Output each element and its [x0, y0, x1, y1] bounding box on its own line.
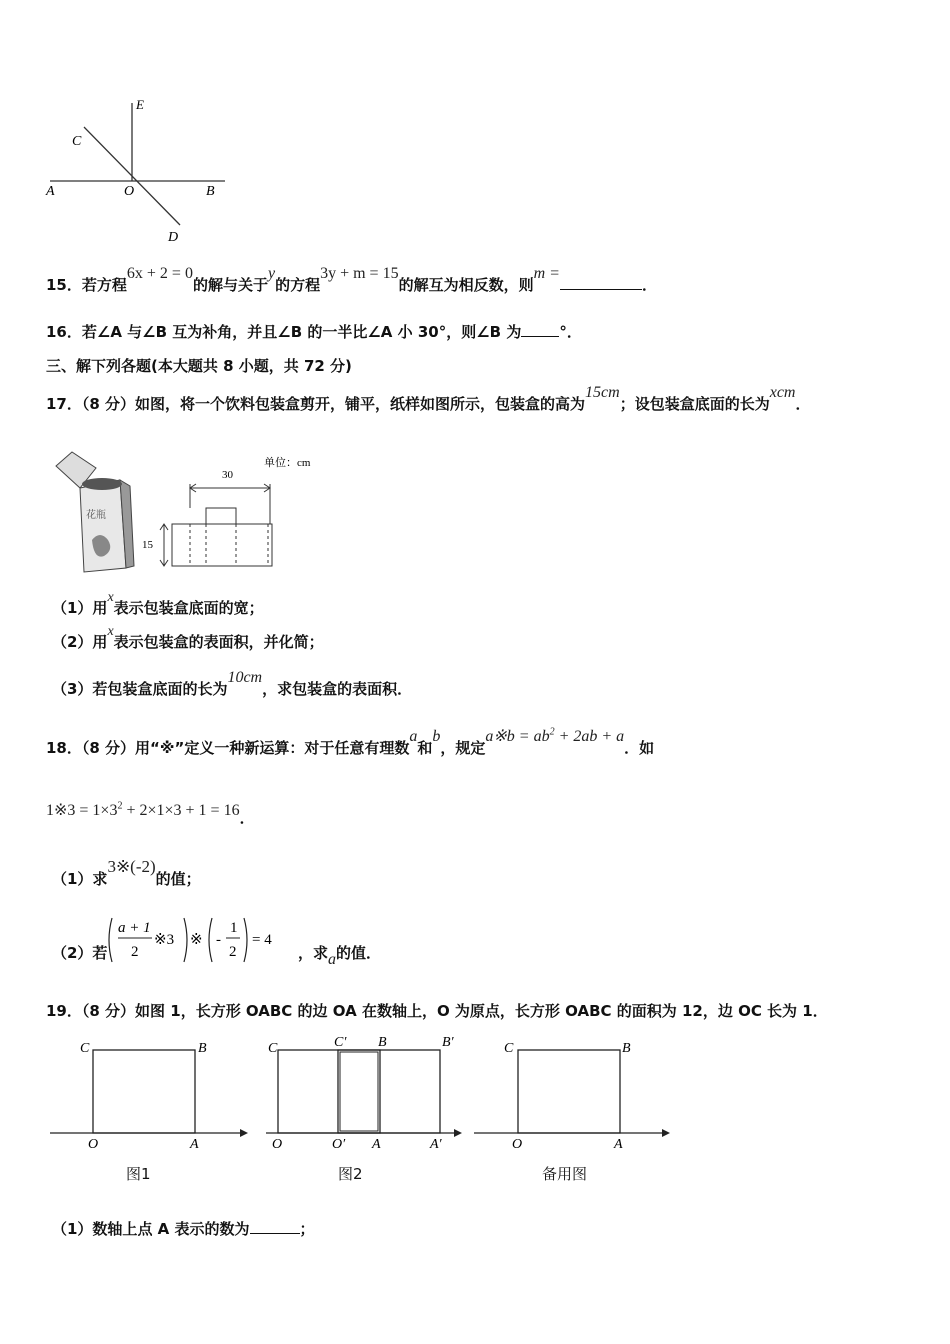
section-3-title: 三、解下列各题(本大题共 8 小题，共 72 分) — [46, 357, 352, 375]
q18-sub1-expr: 3※(-2) — [107, 857, 156, 876]
q18-text: 18．（8 分）用“※”定义一种新运算：对于任意有理数 — [46, 739, 410, 757]
frac2-denominator: 2 — [229, 944, 237, 960]
frac2-numerator: 1 — [230, 920, 238, 936]
box-net — [160, 484, 272, 566]
label-B: B — [206, 184, 215, 199]
net-height-label: 15 — [142, 539, 153, 551]
label-A: A — [46, 184, 55, 199]
fig1-label-B: B — [198, 1041, 207, 1056]
fig2-label-A: A — [372, 1137, 381, 1152]
q15-answer-blank[interactable] — [560, 275, 642, 290]
q18-example-lead: ．如 — [624, 739, 655, 757]
q18-sub1-b: 的值； — [155, 870, 201, 888]
q17-height: 15cm — [585, 384, 620, 401]
figure-backup — [474, 1041, 670, 1152]
q17-sub2-a: （2）用 — [52, 633, 108, 651]
q17-sub3-value: 10cm — [227, 669, 263, 686]
q15-text-2: 的解与关于 — [192, 276, 268, 294]
q15-end: ． — [641, 276, 657, 294]
q18-def-lhs: a※b = ab — [485, 728, 550, 745]
q16-tail: °． — [559, 323, 582, 341]
fig2-label-C-prime: C′ — [334, 1035, 347, 1050]
q18-sub2-var: a — [328, 951, 337, 968]
equals-value: = 4 — [252, 932, 272, 948]
q18-sub2-a: （2）若 — [52, 944, 108, 962]
minus-sign: - — [216, 932, 221, 948]
fig1-label-O: O — [88, 1137, 99, 1152]
q19-sub1-blank[interactable] — [250, 1219, 300, 1234]
q18-and: 和 — [417, 739, 433, 757]
q18-rule: ，规定 — [440, 739, 486, 757]
op-mid: ※3 — [154, 932, 175, 948]
q18-ex-end: ． — [239, 809, 255, 827]
fig2-label-C: C — [268, 1041, 278, 1056]
q17-sub1-a: （1）用 — [52, 599, 108, 617]
q17-length: xcm — [769, 384, 796, 401]
q18-sub-2 — [52, 914, 472, 966]
q18-ex-sup: 2 — [117, 800, 123, 812]
op-star: ※ — [190, 932, 203, 948]
q15-equation-2: 3y + m = 15 — [320, 265, 399, 282]
q18-def-rhs: + 2ab + a — [554, 728, 625, 745]
q17-sub2-b: 表示包装盒的表面积，并化简； — [113, 633, 324, 651]
unit-label: 单位：cm — [264, 457, 311, 469]
q15-equation-1: 6x + 2 = 0 — [126, 265, 193, 282]
q18-sub-1 — [52, 857, 201, 889]
q15-text-1: 若方程 — [81, 276, 127, 294]
q17-end: ． — [795, 395, 811, 413]
q19-sub-1 — [52, 1218, 315, 1239]
q18-sub2-b: ，求 — [298, 944, 329, 962]
q16-text: 16．若∠A 与∠B 互为补角，并且∠B 的一半比∠A 小 30°，则∠B 为 — [46, 323, 522, 341]
fig3-label-O: O — [512, 1137, 523, 1152]
q15-variable-y: y — [267, 265, 276, 282]
fig2-label-O-prime: O′ — [332, 1137, 346, 1152]
q15-number: 15． — [46, 276, 82, 294]
q17-sub2-x: x — [107, 624, 114, 639]
fig2-label-B: B — [378, 1035, 387, 1050]
question-15 — [46, 265, 657, 295]
fig2-caption: 图2 — [338, 1165, 363, 1183]
net-width-label: 30 — [222, 469, 233, 481]
q17-sub1-b: 表示包装盒底面的宽； — [113, 599, 264, 617]
q18-example-expr — [46, 802, 240, 819]
q17-sub3-a: （3）若包装盒底面的长为 — [52, 680, 228, 698]
q15-text-3: 的方程 — [275, 276, 321, 294]
box-image — [56, 452, 134, 572]
angle-figure — [40, 95, 230, 245]
q17-text-mid: ；设包装盒底面的长为 — [619, 395, 770, 413]
q18-example — [46, 799, 255, 827]
q17-sub3-b: ，求包装盒的表面积． — [262, 680, 413, 698]
q16-answer-blank[interactable] — [521, 322, 559, 337]
fig3-label-B: B — [622, 1041, 631, 1056]
q15-equation-3: m = — [533, 265, 560, 282]
label-C: C — [72, 134, 82, 149]
q15-text-4: 的解互为相反数，则 — [398, 276, 534, 294]
q18-ex-b: + 2×1×3 + 1 = 16 — [122, 802, 240, 819]
fig3-label-A: A — [614, 1137, 623, 1152]
q18-sub2-c: 的值． — [336, 944, 382, 962]
question-19: 19．（8 分）如图 1，长方形 OABC 的边 OA 在数轴上，O 为原点，长方形 OABC 的面积为 12，边 OC 长为 1． — [46, 1002, 828, 1020]
fig3-caption: 备用图 — [542, 1165, 588, 1183]
q18-var-b: b — [432, 728, 441, 745]
q17-sub-1 — [52, 590, 264, 618]
figure-1 — [50, 1041, 248, 1152]
q18-var-a: a — [409, 728, 418, 745]
fig1-label-A: A — [190, 1137, 199, 1152]
label-D: D — [168, 230, 179, 245]
question-17 — [46, 384, 811, 414]
q18-sub1-a: （1）求 — [52, 870, 108, 888]
q18-def-sup: 2 — [549, 726, 555, 738]
question-16 — [46, 321, 582, 342]
frac1-numerator: a + 1 — [118, 920, 151, 936]
box-label: 花瓶 — [86, 510, 106, 521]
q19-sub1-end: ； — [299, 1220, 315, 1238]
fig2-label-O: O — [272, 1137, 283, 1152]
fig3-label-C: C — [504, 1041, 514, 1056]
label-O: O — [124, 184, 135, 199]
question-18 — [46, 726, 655, 758]
frac1-denominator: 2 — [131, 944, 139, 960]
q19-sub1-text: （1）数轴上点 A 表示的数为 — [52, 1220, 250, 1238]
fig1-label-C: C — [80, 1041, 90, 1056]
fig2-label-B-prime: B′ — [442, 1035, 454, 1050]
q17-sub-3 — [52, 669, 413, 699]
label-E: E — [136, 97, 144, 112]
figure-2 — [266, 1035, 462, 1152]
package-figure — [50, 448, 340, 578]
q17-sub-2 — [52, 624, 324, 652]
fig1-caption: 图1 — [126, 1165, 151, 1183]
q18-sub2-tail — [298, 942, 382, 968]
q18-ex-a: 1※3 = 1×3 — [46, 802, 118, 819]
q17-sub1-x: x — [107, 590, 114, 605]
q18-definition — [485, 728, 624, 745]
fig2-label-A-prime: A′ — [430, 1137, 442, 1152]
q17-text: 17．（8 分）如图，将一个饮料包装盒剪开，铺平，纸样如图所示，包装盒的高为 — [46, 395, 586, 413]
